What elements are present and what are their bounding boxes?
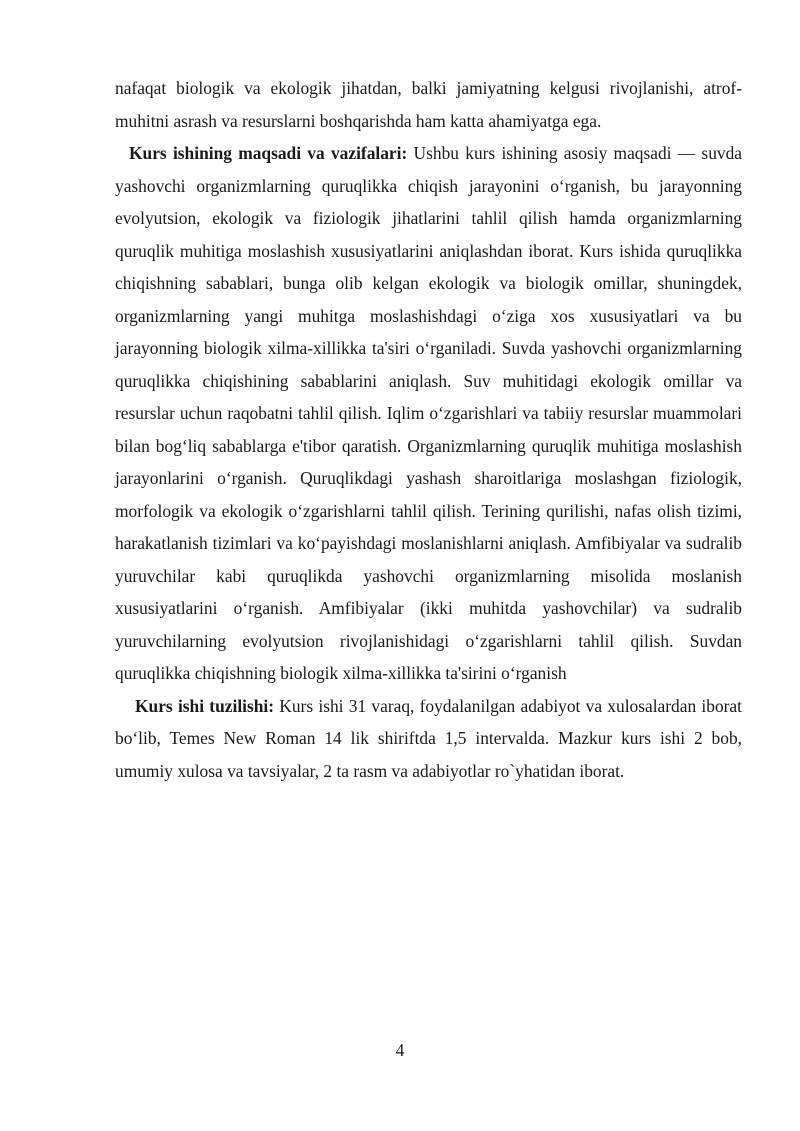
paragraph-text: nafaqat biologik va ekologik jihatdan, balki jamiyatning kelgusi rivojlanishi, atrof-muhitni asrash va resurslarni boshqarishda ham katta ahamiyatga ega.: [115, 78, 742, 131]
section-heading-goals: Kurs ishining maqsadi va vazifalari:: [129, 143, 408, 163]
document-page: [115, 72, 742, 787]
paragraph-text: Ushbu kurs ishining asosiy maqsadi — suvda yashovchi organizmlarning quruqlikka chiqish jarayonini o‘rganish, bu jarayonning evolyutsion, ekologik va fiziologik jihatlarini tahlil qilish hamda organizmlarning quruqlik muhitiga moslashish xususiyatlarini aniqlashdan iborat. Kurs ishida quruqlikka chiqishning sabablari, bunga olib kelgan ekologik va biologik omillar, shuningdek, organizmlarning yangi muhitga moslashishdagi o‘ziga xos xususiyatlari va bu jarayonning biologik xilma-xillikka ta'siri o‘rganiladi. Suvda yashovchi organizmlarning quruqlikka chiqishining sabablarini aniqlash. Suv muhitidagi ekologik omillar va resurslar uchun raqobatni tahlil qilish. Iqlim o‘zgarishlari va tabiiy resurslar muammolari bilan bog‘liq sabablarga e'tibor qaratish. Organizmlarning quruqlik muhitiga moslashish jarayonlarini o‘rganish. Quruqlikdagi yashash sharoitlariga moslashgan fiziologik, morfologik va ekologik o‘zgarishlarni tahlil qilish. Terining qurilishi, nafas olish tizimi, harakatlanish tizimlari va ko‘payishdagi moslanishlarni aniqlash. Amfibiyalar va sudralib yuruvchilar kabi quruqlikda yashovchi organizmlarning misolida moslanish xususiyatlarini o‘rganish. Amfibiyalar (ikki muhitda yashovchilar) va sudralib yuruvchilarning evolyutsion rivojlanishidagi o‘zgarishlarni tahlil qilish. Suvdan quruqlikka chiqishning biologik xilma-xillikka ta'sirini o‘rganish: [115, 143, 743, 683]
paragraph-continuation: [115, 72, 742, 137]
page-number: 4: [395, 1040, 405, 1060]
paragraph-structure: [115, 690, 742, 788]
section-heading-structure: Kurs ishi tuzilishi:: [135, 695, 275, 716]
paragraph-goals: [115, 137, 742, 690]
paragraph-text: Kurs ishi 31 varaq, foydalanilgan adabiyot va xulosalardan iborat bo‘lib, Temes New Roman 14 lik shiriftda 1,5 intervalda. Mazkur kurs ishi 2 bob, umumiy xulosa va tavsiyalar, 2 ta rasm va adabiyotlar ro`yhatidan iborat.: [115, 695, 742, 781]
